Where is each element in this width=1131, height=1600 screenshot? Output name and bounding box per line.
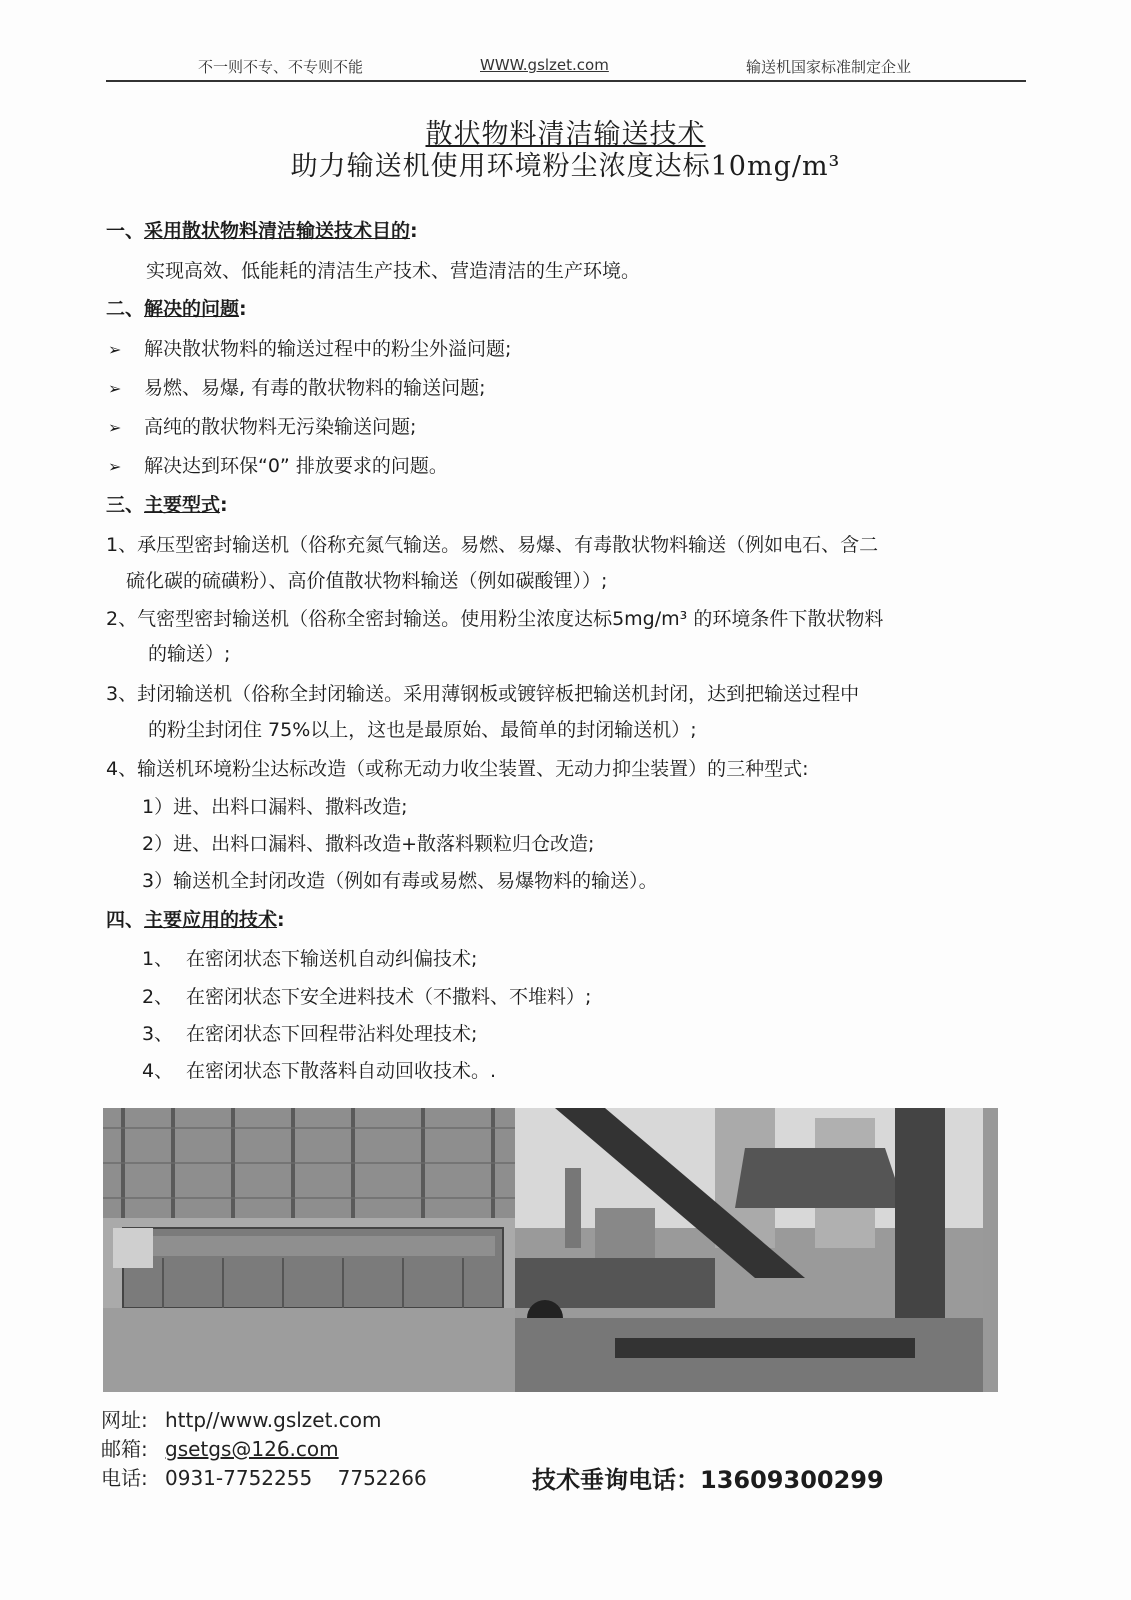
list-item [142, 982, 591, 1009]
doc-title: 散状物料清洁输送技术 [425, 119, 706, 150]
list-item [108, 373, 485, 400]
form-item-line: 2、气密型密封输送机（俗称全密封输送。使用粉尘浓度达标5mg/m³ 的环境条件下散状物料 [106, 608, 884, 630]
footer-website-link[interactable]: http//www.gslzet.com [165, 1408, 382, 1432]
page-header [106, 52, 1026, 82]
footer-phone [101, 1462, 427, 1491]
tech-item-text: 在密闭状态下回程带沾料处理技术; [186, 1023, 478, 1045]
photo-strip [103, 1108, 998, 1392]
form-item-line: 1、承压型密封输送机（俗称充氮气输送。易燃、易爆、有毒散状物料输送（例如电石、含二 [106, 534, 879, 556]
tech-item-text: 在密闭状态下输送机自动纠偏技术; [186, 948, 478, 970]
footer-phone-label: 电话: [101, 1466, 148, 1490]
tech-item-number: 3、 [142, 1023, 174, 1045]
section-2-colon: : [239, 298, 247, 320]
section-4-heading [106, 905, 285, 932]
section-1-heading [106, 216, 418, 243]
section-1-body: 实现高效、低能耗的清洁生产技术、营造清洁的生产环境。 [146, 260, 641, 282]
section-2-number: 二、 [106, 298, 145, 320]
header-tagline: 输送机国家标准制定企业 [746, 58, 912, 76]
arrow-bullet-icon: ➢ [108, 379, 122, 398]
arrow-bullet-icon: ➢ [108, 457, 122, 476]
section-3-title: 主要型式 [144, 494, 221, 516]
footer-email-link[interactable]: gsetgs@126.com [165, 1437, 339, 1461]
footer-email [101, 1433, 339, 1462]
sealed-conveyor-image [103, 1108, 515, 1392]
footer-email-label: 邮箱: [101, 1437, 148, 1461]
tech-item-number: 2、 [142, 986, 174, 1008]
form-item-line: 硫化碳的硫磺粉）、高价值散状物料输送（例如碳酸锂））; [126, 570, 608, 592]
tech-item-text: 在密闭状态下安全进料技术（不撒料、不堆料）; [186, 986, 592, 1008]
section-1-colon: : [410, 220, 418, 242]
form-item-line: 的粉尘封闭住 75%以上，这也是最原始、最简单的封闭输送机）; [148, 719, 697, 741]
section-4-title: 主要应用的技术 [144, 909, 278, 931]
footer-phone-numbers: 0931-7752255 7752266 [165, 1466, 427, 1490]
problem-item-text: 易燃、易爆, 有毒的散状物料的输送问题; [144, 377, 486, 399]
problem-item-text: 高纯的散状物料无污染输送问题; [144, 416, 417, 438]
doc-subtitle: 助力输送机使用环境粉尘浓度达标10mg/m³ [290, 151, 841, 182]
section-3-colon: : [220, 494, 228, 516]
list-item [108, 412, 416, 439]
list-item [142, 1056, 496, 1083]
problem-item-text: 解决达到环保“0” 排放要求的问题。 [144, 455, 448, 477]
list-item [142, 944, 477, 971]
footer-website-label: 网址: [101, 1408, 148, 1432]
photo-sealed-conveyor [103, 1108, 515, 1392]
tech-item-number: 1、 [142, 948, 174, 970]
form-item-line: 3、封闭输送机（俗称全封闭输送。采用薄钢板或镀锌板把输送机封闭，达到把输送过程中 [106, 683, 860, 705]
section-4-colon: : [277, 909, 285, 931]
form-subitem-line: 3）输送机全封闭改造（例如有毒或易燃、易爆物料的输送）。 [142, 870, 658, 892]
section-3-heading [106, 490, 228, 517]
form-item-line: 的输送）; [148, 643, 231, 665]
section-2-heading [106, 294, 247, 321]
header-slogan: 不一则不专、不专则不能 [198, 58, 364, 76]
arrow-bullet-icon: ➢ [108, 340, 122, 359]
list-item [142, 1019, 477, 1046]
header-website-link[interactable]: WWW.gslzet.com [480, 56, 609, 74]
arrow-bullet-icon: ➢ [108, 418, 122, 437]
form-subitem-line: 2）进、出料口漏料、撒料改造+散落料颗粒归仓改造; [142, 833, 595, 855]
footer-website [101, 1404, 382, 1433]
section-4-number: 四、 [106, 909, 145, 931]
section-3-number: 三、 [106, 494, 145, 516]
section-2-title: 解决的问题 [144, 298, 240, 320]
form-subitem-line: 1）进、出料口漏料、撒料改造; [142, 796, 408, 818]
section-1-title: 采用散状物料清洁输送技术目的 [144, 220, 411, 242]
form-item-line: 4、输送机环境粉尘达标改造（或称无动力收尘装置、无动力抑尘装置）的三种型式: [106, 758, 809, 780]
inclined-conveyor-image [515, 1108, 983, 1392]
problem-item-text: 解决散状物料的输送过程中的粉尘外溢问题; [144, 338, 512, 360]
section-1-number: 一、 [106, 220, 145, 242]
list-item [108, 334, 511, 361]
tech-item-number: 4、 [142, 1060, 174, 1082]
list-item [108, 451, 448, 478]
photo-inclined-conveyor-site [515, 1108, 983, 1392]
tech-hotline: 技术垂询电话：13609300299 [532, 1466, 884, 1494]
tech-item-text: 在密闭状态下散落料自动回收技术。. [186, 1060, 497, 1082]
